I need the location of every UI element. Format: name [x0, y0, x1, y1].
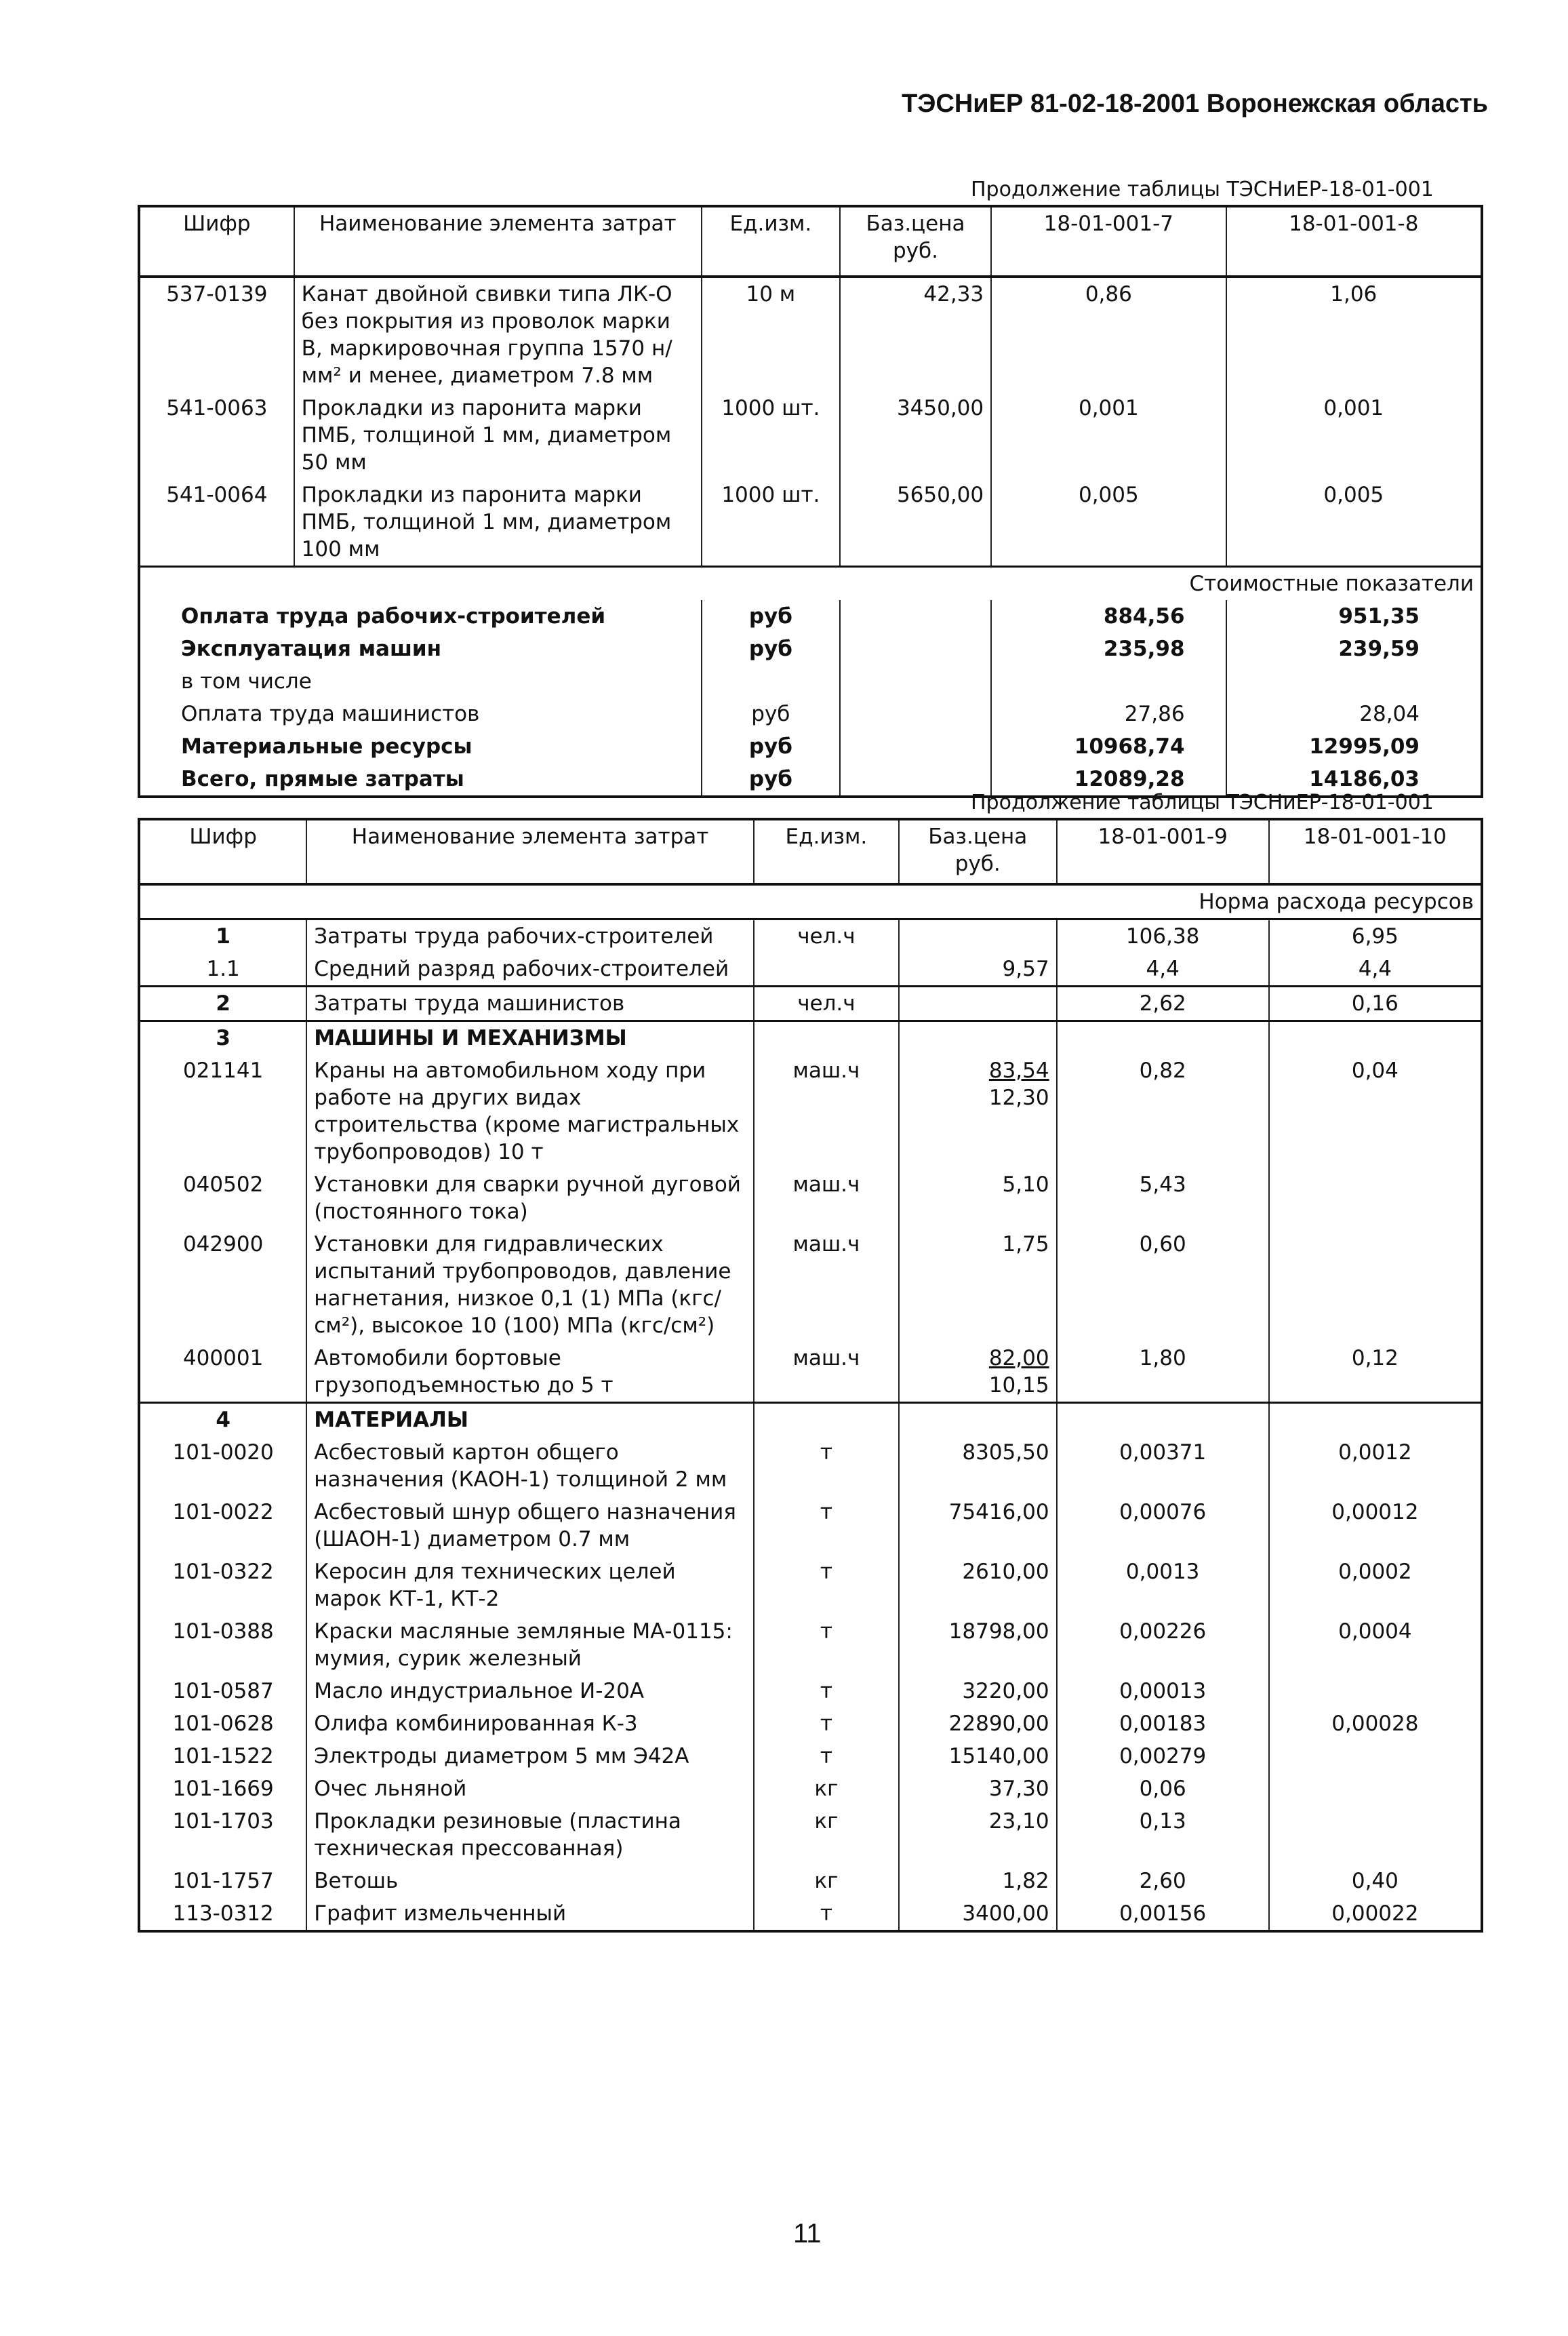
row-price [899, 1615, 1057, 1675]
row-unit: т [754, 1707, 899, 1740]
row-price [899, 1496, 1057, 1556]
row-price [899, 1556, 1057, 1615]
row-price-value: 83,54 [988, 1058, 1049, 1083]
table-row [139, 1615, 1482, 1675]
row-price [899, 1773, 1057, 1805]
row-value-1: 2,62 [1057, 987, 1269, 1021]
row-value-1: 4,4 [1057, 953, 1269, 987]
row-value-2: 0,40 [1269, 1865, 1482, 1897]
row-value-2: 0,16 [1269, 987, 1482, 1021]
row-price [899, 1865, 1057, 1897]
table-row [139, 1773, 1482, 1805]
table-row [139, 277, 1482, 392]
table-row [139, 987, 1482, 1021]
col-header-v2: 18-01-001-8 [1226, 206, 1482, 277]
row-unit: т [754, 1436, 899, 1496]
row-code: 101-0388 [172, 1619, 274, 1644]
table-row [139, 1707, 1482, 1740]
row-price [899, 953, 1057, 987]
cost-row-value-2: 28,04 [1226, 698, 1482, 730]
row-value-1: 5,43 [1057, 1168, 1269, 1228]
row-price-secondary: 12,30 [988, 1086, 1049, 1110]
norm-title: Норма расхода ресурсов [1199, 890, 1474, 914]
table-row [139, 1805, 1482, 1865]
cost-row-name: Материальные ресурсы [181, 734, 473, 759]
cost-row [139, 600, 1482, 633]
table-row [139, 953, 1482, 987]
row-unit: т [754, 1740, 899, 1773]
table-row [139, 1897, 1482, 1931]
row-value-2: 0,0004 [1269, 1615, 1482, 1675]
table1-caption: Продолжение таблицы ТЭСНиЕР-18-01-001 [971, 178, 1434, 201]
row-price [899, 987, 1057, 1021]
row-price [899, 1897, 1057, 1931]
row-name: Краны на автомобильном ходу при работе на других видах строительства (кроме магистральных трубопроводов) 10 т [306, 1054, 754, 1168]
row-name: Электроды диаметром 5 мм Э42А [306, 1740, 754, 1773]
cost-row-unit: руб [702, 763, 840, 797]
cost-row-value-1: 12089,28 [991, 763, 1226, 797]
row-value-1: 0,06 [1057, 1773, 1269, 1805]
cost-row-name: Оплата труда рабочих-строителей [181, 604, 606, 629]
row-price-value: 3400,00 [962, 1901, 1049, 1926]
row-unit: маш.ч [754, 1168, 899, 1228]
row-price [899, 1168, 1057, 1228]
row-name: Масло индустриальное И-20А [306, 1675, 754, 1707]
section-header-row [139, 1021, 1482, 1055]
row-value-2: 0,005 [1226, 479, 1482, 567]
table-row [139, 479, 1482, 567]
row-name: Краски масляные земляные МА-0115: мумия, сурик железный [306, 1615, 754, 1675]
col-header-name: Наименование элемента затрат [306, 819, 754, 884]
row-name: Очес льняной [306, 1773, 754, 1805]
row-price-value: 9,57 [1002, 957, 1049, 981]
col-header-v1: 18-01-001-7 [991, 206, 1226, 277]
row-code: 1.1 [206, 957, 240, 981]
row-price: 5650,00 [840, 479, 991, 567]
row-value-2 [1269, 1021, 1482, 1055]
table2 [138, 818, 1483, 1933]
row-value-2: 1,06 [1226, 277, 1482, 392]
table-row [139, 1342, 1482, 1403]
row-value-1: 1,80 [1057, 1342, 1269, 1403]
row-value-2: 4,4 [1269, 953, 1482, 987]
cost-row-price [840, 763, 991, 797]
row-code: 400001 [182, 1346, 264, 1370]
row-unit: т [754, 1556, 899, 1615]
col-header-name: Наименование элемента затрат [294, 206, 702, 277]
row-unit: 1000 шт. [702, 479, 840, 567]
row-unit: маш.ч [754, 1054, 899, 1168]
row-name: Затраты труда рабочих-строителей [306, 919, 754, 953]
row-code: 101-1703 [172, 1809, 274, 1834]
col-header-v2: 18-01-001-10 [1269, 819, 1482, 884]
row-unit: маш.ч [754, 1342, 899, 1403]
row-code: 1 [216, 924, 230, 949]
row-name: Олифа комбинированная К-3 [306, 1707, 754, 1740]
cost-row-name: Эксплуатация машин [181, 637, 442, 661]
cost-row-price [840, 633, 991, 665]
row-price-value: 75416,00 [948, 1500, 1049, 1524]
row-name: Керосин для технических целей марок КТ-1, КТ-2 [306, 1556, 754, 1615]
col-header-price: Баз.цена руб. [899, 819, 1057, 884]
row-unit: маш.ч [754, 1228, 899, 1342]
cost-row-name: Всего, прямые затраты [181, 767, 464, 791]
row-code: 537-0139 [166, 282, 268, 306]
row-price: 42,33 [840, 277, 991, 392]
row-code: 040502 [182, 1172, 264, 1197]
row-value-2 [1269, 1740, 1482, 1773]
row-code: 101-0322 [172, 1560, 274, 1584]
cost-row-price [840, 730, 991, 763]
row-unit [754, 953, 899, 987]
table-row [139, 1436, 1482, 1496]
cost-row [139, 698, 1482, 730]
row-code: 3 [139, 1021, 306, 1055]
row-price: 3450,00 [840, 392, 991, 479]
norm-title-row [139, 884, 1482, 919]
row-name: Графит измельченный [306, 1897, 754, 1931]
table-row [139, 1556, 1482, 1615]
cost-row-value-1: 10968,74 [991, 730, 1226, 763]
cost-row [139, 633, 1482, 665]
cost-row-value-2: 14186,03 [1226, 763, 1482, 797]
table2-header-row [139, 819, 1482, 884]
row-price [899, 1054, 1057, 1168]
row-code: 541-0064 [166, 483, 268, 507]
table-row [139, 1496, 1482, 1556]
table-row [139, 1168, 1482, 1228]
row-code: 101-0020 [172, 1440, 274, 1465]
cost-row-unit: руб [702, 698, 840, 730]
col-header-v1: 18-01-001-9 [1057, 819, 1269, 884]
row-code: 101-1669 [172, 1777, 274, 1801]
row-value-1: 106,38 [1057, 919, 1269, 953]
col-header-price: Баз.цена руб. [840, 206, 991, 277]
cost-row-value-1: 884,56 [991, 600, 1226, 633]
row-name: Установки для сварки ручной дуговой (постоянного тока) [306, 1168, 754, 1228]
cost-row [139, 730, 1482, 763]
row-unit: кг [754, 1805, 899, 1865]
row-code: 101-0022 [172, 1500, 274, 1524]
row-price-value: 18798,00 [948, 1619, 1049, 1644]
row-value-1 [1057, 1021, 1269, 1055]
row-value-2 [1269, 1168, 1482, 1228]
cost-row-value-2: 239,59 [1226, 633, 1482, 665]
cost-section-title-row [139, 567, 1482, 601]
row-code: 042900 [182, 1232, 264, 1256]
row-value-1: 0,00156 [1057, 1897, 1269, 1931]
row-price [899, 1675, 1057, 1707]
row-name: МАТЕРИАЛЫ [306, 1403, 754, 1437]
row-unit [754, 1403, 899, 1437]
row-price-value: 1,75 [1002, 1232, 1049, 1256]
row-code: 4 [139, 1403, 306, 1437]
row-unit: кг [754, 1865, 899, 1897]
row-value-1: 0,00226 [1057, 1615, 1269, 1675]
row-unit: т [754, 1675, 899, 1707]
row-value-1: 0,00183 [1057, 1707, 1269, 1740]
table-row [139, 1740, 1482, 1773]
row-value-1 [1057, 1403, 1269, 1437]
row-unit [754, 1021, 899, 1055]
row-value-2 [1269, 1403, 1482, 1437]
row-unit: т [754, 1496, 899, 1556]
col-header-code: Шифр [139, 819, 306, 884]
row-value-2: 0,0012 [1269, 1436, 1482, 1496]
cost-section-title: Стоимостные показатели [139, 567, 1482, 601]
row-value-2 [1269, 1773, 1482, 1805]
table-row [139, 392, 1482, 479]
cost-row-unit: руб [702, 730, 840, 763]
row-unit: 10 м [702, 277, 840, 392]
row-code: 101-1757 [172, 1869, 274, 1893]
row-price [899, 1021, 1057, 1055]
row-code: 541-0063 [166, 396, 268, 420]
table-row [139, 1675, 1482, 1707]
row-value-2 [1269, 1675, 1482, 1707]
row-value-1: 0,00013 [1057, 1675, 1269, 1707]
col-header-unit: Ед.изм. [702, 206, 840, 277]
row-value-1: 0,005 [991, 479, 1226, 567]
table-row [139, 919, 1482, 953]
row-name: Автомобили бортовые грузоподъемностью до 5 т [306, 1342, 754, 1403]
row-value-1: 0,13 [1057, 1805, 1269, 1865]
cost-row-value-2: 951,35 [1226, 600, 1482, 633]
row-name: Асбестовый картон общего назначения (КАОН-1) толщиной 2 мм [306, 1436, 754, 1496]
row-value-2: 0,00022 [1269, 1897, 1482, 1931]
section-header-row [139, 1403, 1482, 1437]
cost-row-value-2: 12995,09 [1226, 730, 1482, 763]
row-name: Канат двойной свивки типа ЛК-О без покрытия из проволок марки В, маркировочная группа 1570 н/мм² и менее, диаметром 7.8 мм [294, 277, 702, 392]
row-price [899, 919, 1057, 953]
row-price-value: 22890,00 [948, 1711, 1049, 1736]
row-value-1: 0,001 [991, 392, 1226, 479]
cost-row-value-1: 27,86 [991, 698, 1226, 730]
row-price-value: 3220,00 [962, 1679, 1049, 1703]
row-name: Ветошь [306, 1865, 754, 1897]
row-price [899, 1740, 1057, 1773]
row-price [899, 1805, 1057, 1865]
table-row [139, 1865, 1482, 1897]
cost-row-unit: руб [702, 600, 840, 633]
row-value-2 [1269, 1228, 1482, 1342]
cost-row-value-1: 235,98 [991, 633, 1226, 665]
cost-row-name: в том числе [181, 669, 312, 694]
document-header-title: ТЭСНиЕР 81-02-18-2001 Воронежская область [902, 90, 1488, 118]
row-price [899, 1228, 1057, 1342]
row-code: 101-1522 [172, 1744, 274, 1768]
row-price [899, 1342, 1057, 1403]
row-value-2: 0,00012 [1269, 1496, 1482, 1556]
row-name: Прокладки из паронита марки ПМБ, толщиной 1 мм, диаметром 50 мм [294, 392, 702, 479]
cost-row-value-2 [1226, 665, 1482, 698]
row-code: 101-0628 [172, 1711, 274, 1736]
row-value-2: 0,04 [1269, 1054, 1482, 1168]
row-code: 101-0587 [172, 1679, 274, 1703]
row-unit: т [754, 1615, 899, 1675]
row-name: Прокладки из паронита марки ПМБ, толщиной 1 мм, диаметром 100 мм [294, 479, 702, 567]
table1 [138, 205, 1483, 798]
row-price-value: 5,10 [1002, 1172, 1049, 1197]
row-name: Прокладки резиновые (пластина техническая прессованная) [306, 1805, 754, 1865]
row-price-value: 8305,50 [962, 1440, 1049, 1465]
col-header-code: Шифр [139, 206, 294, 277]
row-name: Затраты труда машинистов [306, 987, 754, 1021]
cost-row-price [840, 665, 991, 698]
row-price-secondary: 10,15 [988, 1373, 1049, 1398]
row-price [899, 1436, 1057, 1496]
row-price-value: 82,00 [988, 1346, 1049, 1370]
cost-row [139, 665, 1482, 698]
table1-header-row [139, 206, 1482, 277]
row-value-1: 2,60 [1057, 1865, 1269, 1897]
row-value-1: 0,00279 [1057, 1740, 1269, 1773]
cost-row-unit [702, 665, 840, 698]
cost-row-price [840, 698, 991, 730]
row-name: Установки для гидравлических испытаний трубопроводов, давление нагнетания, низкое 0,1 (1) МПа (кгс/см²), высокое 10 (100) МПа (кгс/см²) [306, 1228, 754, 1342]
table-row [139, 1054, 1482, 1168]
row-value-2: 0,00028 [1269, 1707, 1482, 1740]
page-number: 11 [793, 2219, 822, 2249]
row-unit: кг [754, 1773, 899, 1805]
row-price-value: 15140,00 [948, 1744, 1049, 1768]
cost-row-price [840, 600, 991, 633]
row-name: Средний разряд рабочих-строителей [306, 953, 754, 987]
row-price [899, 1403, 1057, 1437]
row-value-1: 0,86 [991, 277, 1226, 392]
row-unit: чел.ч [754, 919, 899, 953]
row-price [899, 1707, 1057, 1740]
row-code: 2 [139, 987, 306, 1021]
row-value-1: 0,00371 [1057, 1436, 1269, 1496]
row-value-1: 0,00076 [1057, 1496, 1269, 1556]
row-value-1: 0,60 [1057, 1228, 1269, 1342]
row-value-2: 0,001 [1226, 392, 1482, 479]
row-unit: 1000 шт. [702, 392, 840, 479]
table-row [139, 1228, 1482, 1342]
row-value-1: 0,82 [1057, 1054, 1269, 1168]
row-price-value: 37,30 [988, 1777, 1049, 1801]
row-value-2: 0,0002 [1269, 1556, 1482, 1615]
table2-caption: Продолжение таблицы ТЭСНиЕР-18-01-001 [971, 791, 1434, 814]
row-price-value: 23,10 [988, 1809, 1049, 1834]
cost-row-name: Оплата труда машинистов [181, 702, 480, 726]
row-value-1: 0,0013 [1057, 1556, 1269, 1615]
col-header-unit: Ед.изм. [754, 819, 899, 884]
row-name: Асбестовый шнур общего назначения (ШАОН-1) диаметром 0.7 мм [306, 1496, 754, 1556]
row-price-value: 1,82 [1002, 1869, 1049, 1893]
row-value-2: 6,95 [1269, 919, 1482, 953]
cost-row-value-1 [991, 665, 1226, 698]
row-name: МАШИНЫ И МЕХАНИЗМЫ [306, 1021, 754, 1055]
row-price-value: 2610,00 [962, 1560, 1049, 1584]
cost-row-unit: руб [702, 633, 840, 665]
row-unit: т [754, 1897, 899, 1931]
row-code: 021141 [182, 1058, 264, 1083]
row-code: 113-0312 [172, 1901, 274, 1926]
row-unit: чел.ч [754, 987, 899, 1021]
row-value-2: 0,12 [1269, 1342, 1482, 1403]
row-value-2 [1269, 1805, 1482, 1865]
